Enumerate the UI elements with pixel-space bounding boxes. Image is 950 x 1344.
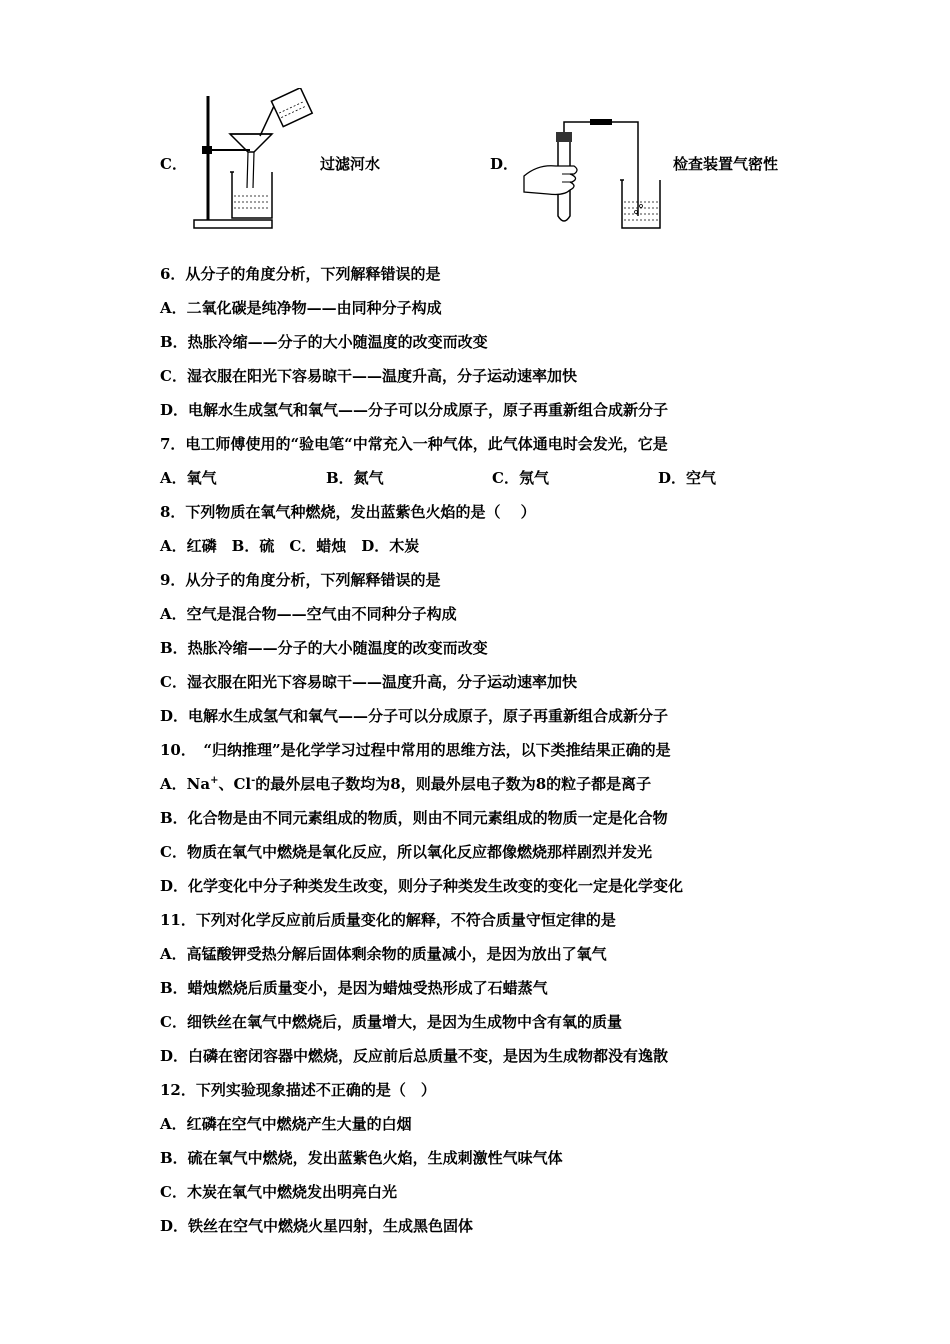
q6-option-d: D．电解水生成氢气和氧气——分子可以分成原子，原子再重新组合成新分子 [160,401,669,419]
q6-option-a: A．二氧化碳是纯净物——由同种分子构成 [160,299,442,317]
q11-option-b: B．蜡烛燃烧后质量变小，是因为蜡烛受热形成了石蜡蒸气 [160,979,548,997]
q12-stem: 12．下列实验现象描述不正确的是（ ） [160,1081,436,1099]
option-c-caption: 过滤河水 [320,155,381,173]
q9-option-b: B．热胀冷缩——分子的大小随温度的改变而改变 [160,639,488,657]
q11-option-d: D．白磷在密闭容器中燃烧，反应前后总质量不变，是因为生成物都没有逸散 [160,1047,669,1065]
q10-a-mid: 、Cl [218,775,252,793]
q10-a-sup-minus: - [251,775,256,786]
q11-option-c: C．细铁丝在氧气中燃烧后，质量增大，是因为生成物中含有氧的质量 [160,1013,622,1031]
q8-stem: 8．下列物质在氧气种燃烧，发出蓝紫色火焰的是（ ） [160,503,536,521]
q11-option-a: A．高锰酸钾受热分解后固体剩余物的质量减小，是因为放出了氧气 [160,945,607,963]
q6-option-b: B．热胀冷缩——分子的大小随温度的改变而改变 [160,333,488,351]
q7-option-a: A．氧气 [160,469,217,487]
q12-option-c: C．木炭在氧气中燃烧发出明亮白光 [160,1183,397,1201]
q8-options: A．红磷 B．硫 C．蜡烛 D．木炭 [160,537,420,555]
q9-option-a: A．空气是混合物——空气由不同种分子构成 [160,605,457,623]
q12-option-b: B．硫在氧气中燃烧，发出蓝紫色火焰，生成刺激性气味气体 [160,1149,563,1167]
q9-option-c: C．湿衣服在阳光下容易晾干——温度升高，分子运动速率加快 [160,673,577,691]
q7-option-b: B．氮气 [326,469,384,487]
q10-a-prefix: A．Na [160,775,211,793]
q10-option-d: D．化学变化中分子种类发生改变，则分子种类发生改变的变化一定是化学变化 [160,877,684,895]
airtightness-check-figure [518,116,668,231]
q10-option-c: C．物质在氧气中燃烧是氧化反应，所以氧化反应都像燃烧那样剧烈并发光 [160,843,652,861]
q9-option-d: D．电解水生成氢气和氧气——分子可以分成原子，原子再重新组合成新分子 [160,707,669,725]
question-list [160,257,880,1243]
q10-option-b: B．化合物是由不同元素组成的物质，则由不同元素组成的物质一定是化合物 [160,809,668,827]
q9-stem: 9．从分子的角度分析，下列解释错误的是 [160,571,441,589]
q10-a-rest: 的最外层电子数均为8，则最外层电子数为8的粒子都是离子 [255,775,652,793]
option-d-caption: 检查装置气密性 [673,155,779,173]
figure-row [0,88,950,238]
q11-stem: 11．下列对化学反应前后质量变化的解释，不符合质量守恒定律的是 [160,911,616,929]
q7-stem: 7．电工师傅使用的“验电笔“中常充入一种气体，此气体通电时会发光，它是 [160,435,668,453]
q12-option-d: D．铁丝在空气中燃烧火星四射，生成黑色固体 [160,1217,474,1235]
q10-stem: 10． “归纳推理”是化学学习过程中常用的思维方法，以下类推结果正确的是 [160,741,671,759]
q6-stem: 6．从分子的角度分析，下列解释错误的是 [160,265,441,283]
q7-option-c: C．氖气 [492,469,549,487]
q12-option-a: A．红磷在空气中燃烧产生大量的白烟 [160,1115,412,1133]
option-d-letter: D． [490,155,519,173]
q6-option-c: C．湿衣服在阳光下容易晾干——温度升高，分子运动速率加快 [160,367,577,385]
option-c-letter: C． [160,155,187,173]
q7-option-d: D．空气 [658,469,717,487]
q10-option-a [160,767,880,801]
q7-options [160,461,880,495]
q10-a-sup-plus: + [210,775,219,786]
filtration-apparatus-figure [190,88,315,233]
